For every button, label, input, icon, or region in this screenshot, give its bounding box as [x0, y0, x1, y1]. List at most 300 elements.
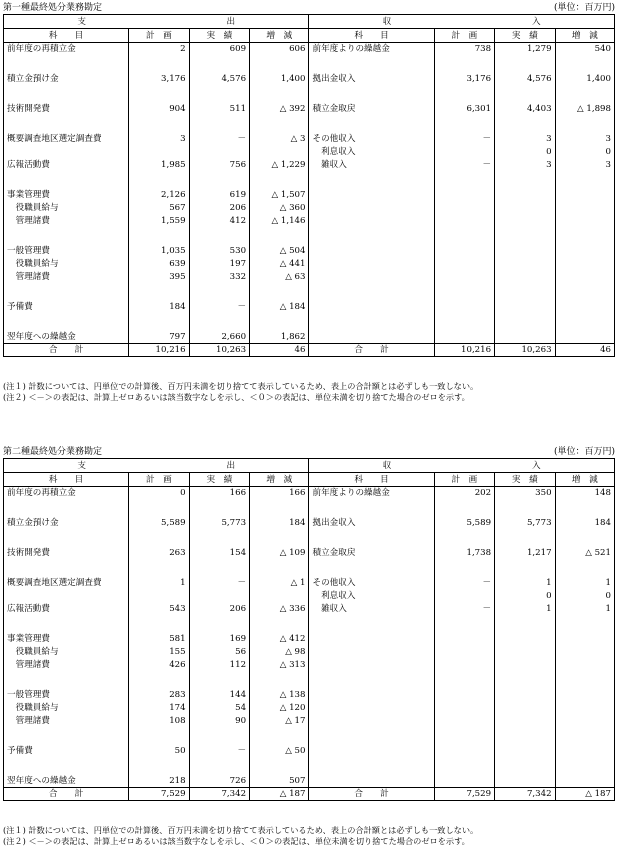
- left-actual-header: 実 績: [189, 473, 249, 487]
- left-diff-cell: △ 392: [250, 103, 309, 116]
- left-plan-cell: [129, 590, 189, 603]
- left-actual-cell: －: [189, 133, 249, 146]
- right-subject-cell: 拠出金収入: [309, 73, 434, 86]
- left-subject-cell: 予備費: [4, 301, 129, 314]
- expenditure-header-char: 出: [226, 460, 236, 471]
- right-plan-header: 計 画: [434, 473, 494, 487]
- table-row: [4, 86, 615, 103]
- left-diff-cell: △ 50: [250, 745, 309, 758]
- left-subject-cell: 翌年度への繰越金: [4, 775, 129, 788]
- left-plan-cell: [129, 560, 189, 577]
- left-actual-cell: 54: [189, 702, 249, 715]
- right-plan-cell: [434, 314, 494, 331]
- right-actual-cell: [495, 633, 555, 646]
- right-diff-cell: [555, 560, 614, 577]
- left-subject-cell: [4, 172, 129, 189]
- left-plan-cell: 797: [129, 331, 189, 344]
- right-actual-cell: [495, 616, 555, 633]
- section-title: 第一種最終処分業務勘定: [3, 3, 103, 13]
- right-actual-cell: [495, 86, 555, 103]
- left-subject-cell: 管理諸費: [4, 659, 129, 672]
- left-actual-cell: 2,660: [189, 331, 249, 344]
- right-subject-cell: [309, 116, 434, 133]
- table-row: [4, 547, 615, 560]
- right-actual-cell: [495, 646, 555, 659]
- left-subject-cell: [4, 530, 129, 547]
- table-row: [4, 202, 615, 215]
- unit-label: (単位：百万円): [553, 447, 615, 457]
- left-actual-cell: 511: [189, 103, 249, 116]
- right-plan-cell: [434, 702, 494, 715]
- right-diff-cell: 3: [555, 159, 614, 172]
- left-plan-cell: 5,589: [129, 517, 189, 530]
- right-plan-cell: [434, 202, 494, 215]
- left-subject-cell: [4, 616, 129, 633]
- left-plan-cell: 108: [129, 715, 189, 728]
- right-subject-cell: [309, 202, 434, 215]
- expenditure-header-char: 出: [226, 16, 236, 27]
- right-plan-cell: 738: [434, 43, 494, 56]
- left-actual-cell: [189, 758, 249, 775]
- table-row: [4, 646, 615, 659]
- left-plan-cell: [129, 284, 189, 301]
- header-row-group: [4, 459, 615, 473]
- left-diff-cell: [250, 228, 309, 245]
- left-actual-cell: －: [189, 577, 249, 590]
- left-plan-cell: 263: [129, 547, 189, 560]
- right-plan-cell: [434, 258, 494, 271]
- left-subject-cell: [4, 284, 129, 301]
- right-plan-cell: [434, 228, 494, 245]
- left-total-diff: △ 187: [250, 788, 309, 801]
- left-subject-cell: [4, 146, 129, 159]
- right-actual-cell: 4,403: [495, 103, 555, 116]
- right-actual-cell: [495, 284, 555, 301]
- left-plan-cell: 155: [129, 646, 189, 659]
- table-row: [4, 301, 615, 314]
- header-row-group: [4, 15, 615, 29]
- left-diff-cell: 1,400: [250, 73, 309, 86]
- table-row: [4, 517, 615, 530]
- table-row: [4, 659, 615, 672]
- left-diff-cell: [250, 590, 309, 603]
- right-actual-cell: [495, 271, 555, 284]
- left-actual-cell: 154: [189, 547, 249, 560]
- right-plan-cell: [434, 689, 494, 702]
- left-plan-cell: 567: [129, 202, 189, 215]
- right-plan-cell: [434, 331, 494, 344]
- right-actual-cell: [495, 659, 555, 672]
- table-row: [4, 103, 615, 116]
- left-plan-cell: [129, 116, 189, 133]
- right-actual-header: 実 績: [495, 473, 555, 487]
- table-row: [4, 73, 615, 86]
- table-row: [4, 745, 615, 758]
- left-diff-cell: [250, 284, 309, 301]
- left-actual-cell: [189, 116, 249, 133]
- income-header-label: [312, 460, 611, 472]
- left-plan-cell: [129, 728, 189, 745]
- unit-label: (単位：百万円): [553, 3, 615, 13]
- left-plan-cell: 639: [129, 258, 189, 271]
- right-actual-cell: [495, 530, 555, 547]
- right-plan-cell: [434, 646, 494, 659]
- right-plan-cell: [434, 560, 494, 577]
- right-diff-cell: [555, 314, 614, 331]
- right-actual-cell: [495, 728, 555, 745]
- income-header-char: 入: [532, 16, 541, 27]
- right-subject-cell: [309, 228, 434, 245]
- left-plan-cell: 184: [129, 301, 189, 314]
- right-total-actual: 7,342: [495, 788, 555, 801]
- right-diff-cell: 1,400: [555, 73, 614, 86]
- left-plan-cell: [129, 672, 189, 689]
- right-plan-cell: [434, 616, 494, 633]
- left-diff-header: 増 減: [250, 473, 309, 487]
- right-diff-cell: 1: [555, 603, 614, 616]
- left-subject-cell: 役職員給与: [4, 702, 129, 715]
- right-plan-cell: [434, 116, 494, 133]
- table-row: [4, 672, 615, 689]
- table-row: [4, 284, 615, 301]
- right-actual-cell: 1,279: [495, 43, 555, 56]
- left-subject-cell: [4, 728, 129, 745]
- table-row: [4, 146, 615, 159]
- right-subject-cell: [309, 284, 434, 301]
- left-diff-cell: △ 17: [250, 715, 309, 728]
- table-row: [4, 43, 615, 56]
- table-row: [4, 590, 615, 603]
- right-subject-cell: 利息収入: [309, 146, 434, 159]
- right-subject-cell: 雑収入: [309, 159, 434, 172]
- right-actual-cell: [495, 560, 555, 577]
- left-subject-cell: 概要調査地区選定調査費: [4, 577, 129, 590]
- table-row: [4, 487, 615, 500]
- right-diff-cell: [555, 86, 614, 103]
- left-actual-cell: [189, 314, 249, 331]
- right-plan-cell: －: [434, 133, 494, 146]
- right-subject-cell: 利息収入: [309, 590, 434, 603]
- left-subject-cell: [4, 500, 129, 517]
- expenditure-header: [4, 459, 309, 473]
- right-subject-cell: [309, 189, 434, 202]
- table-row: [4, 500, 615, 517]
- left-subject-cell: 広報活動費: [4, 603, 129, 616]
- left-subject-cell: 広報活動費: [4, 159, 129, 172]
- left-diff-cell: [250, 758, 309, 775]
- left-diff-cell: [250, 560, 309, 577]
- right-plan-cell: [434, 500, 494, 517]
- left-diff-cell: △ 441: [250, 258, 309, 271]
- right-actual-cell: [495, 189, 555, 202]
- right-plan-cell: [434, 715, 494, 728]
- table-row: [4, 689, 615, 702]
- table-row: [4, 189, 615, 202]
- left-actual-cell: －: [189, 745, 249, 758]
- left-diff-cell: [250, 146, 309, 159]
- section-title: 第二種最終処分業務勘定: [3, 447, 103, 457]
- left-diff-cell: △ 63: [250, 271, 309, 284]
- footnote-2: (注２) ＜－＞の表記は、計算上ゼロあるいは該当数字なしを示し、＜０＞の表記は、単位未満を切り捨てた場合のゼロを示す。: [3, 392, 470, 402]
- right-diff-cell: [555, 258, 614, 271]
- left-subject-cell: [4, 228, 129, 245]
- right-plan-cell: [434, 271, 494, 284]
- right-diff-cell: [555, 702, 614, 715]
- left-subject-cell: [4, 86, 129, 103]
- left-diff-cell: 166: [250, 487, 309, 500]
- right-actual-cell: 1: [495, 603, 555, 616]
- table-row: [4, 560, 615, 577]
- left-diff-cell: [250, 116, 309, 133]
- account-table: [3, 458, 615, 801]
- right-actual-header: 実 績: [495, 29, 555, 43]
- right-subject-header: 科 目: [309, 473, 434, 487]
- right-subject-cell: [309, 530, 434, 547]
- right-subject-cell: [309, 271, 434, 284]
- left-actual-cell: [189, 500, 249, 517]
- right-plan-cell: [434, 146, 494, 159]
- right-plan-cell: [434, 672, 494, 689]
- right-plan-cell: [434, 633, 494, 646]
- right-actual-cell: [495, 331, 555, 344]
- right-subject-cell: [309, 245, 434, 258]
- right-diff-cell: [555, 215, 614, 228]
- right-diff-cell: [555, 301, 614, 314]
- income-header-label: [312, 16, 611, 28]
- left-subject-cell: [4, 314, 129, 331]
- right-actual-cell: [495, 702, 555, 715]
- left-plan-cell: [129, 56, 189, 73]
- right-diff-cell: [555, 646, 614, 659]
- right-plan-cell: －: [434, 603, 494, 616]
- right-actual-cell: 4,576: [495, 73, 555, 86]
- left-actual-cell: [189, 228, 249, 245]
- left-subject-cell: 管理諸費: [4, 215, 129, 228]
- right-subject-cell: [309, 314, 434, 331]
- right-actual-cell: 0: [495, 590, 555, 603]
- footnote-1: (注１) 計数については、円単位での計算後、百万円未満を切り捨てて表示しているため、表上の合計額とは必ずしも一致しない。: [3, 825, 479, 835]
- table-row: [4, 56, 615, 73]
- left-diff-cell: 507: [250, 775, 309, 788]
- left-diff-cell: [250, 56, 309, 73]
- table-row: [4, 133, 615, 146]
- left-subject-cell: 技術開発費: [4, 103, 129, 116]
- right-plan-cell: [434, 728, 494, 745]
- left-actual-cell: 609: [189, 43, 249, 56]
- right-diff-cell: [555, 331, 614, 344]
- left-actual-cell: 332: [189, 271, 249, 284]
- left-total-plan: 7,529: [129, 788, 189, 801]
- income-header-char: 収: [382, 16, 392, 27]
- left-plan-cell: [129, 172, 189, 189]
- left-diff-cell: [250, 616, 309, 633]
- left-diff-cell: [250, 172, 309, 189]
- table-row: [4, 775, 615, 788]
- right-diff-cell: [555, 689, 614, 702]
- left-plan-cell: [129, 228, 189, 245]
- left-plan-cell: 283: [129, 689, 189, 702]
- left-subject-cell: 前年度の再積立金: [4, 43, 129, 56]
- right-plan-cell: [434, 215, 494, 228]
- left-plan-cell: 904: [129, 103, 189, 116]
- table-row: [4, 702, 615, 715]
- right-actual-cell: [495, 758, 555, 775]
- left-actual-cell: [189, 284, 249, 301]
- left-plan-cell: 581: [129, 633, 189, 646]
- right-actual-cell: [495, 301, 555, 314]
- right-actual-cell: [495, 672, 555, 689]
- left-diff-cell: △ 109: [250, 547, 309, 560]
- right-diff-cell: [555, 659, 614, 672]
- right-actual-cell: 350: [495, 487, 555, 500]
- footnotes: [3, 825, 478, 847]
- right-subject-cell: 拠出金収入: [309, 517, 434, 530]
- right-plan-cell: [434, 775, 494, 788]
- right-actual-cell: [495, 314, 555, 331]
- left-actual-cell: [189, 86, 249, 103]
- right-plan-cell: 5,589: [434, 517, 494, 530]
- left-subject-cell: 技術開発費: [4, 547, 129, 560]
- left-subject-cell: 翌年度への繰越金: [4, 331, 129, 344]
- right-plan-cell: [434, 284, 494, 301]
- footnote-1: (注１) 計数については、円単位での計算後、百万円未満を切り捨てて表示しているため、表上の合計額とは必ずしも一致しない。: [3, 381, 479, 391]
- right-diff-cell: [555, 758, 614, 775]
- right-plan-cell: [434, 530, 494, 547]
- right-diff-cell: △ 1,898: [555, 103, 614, 116]
- right-diff-cell: [555, 672, 614, 689]
- left-plan-cell: [129, 314, 189, 331]
- left-plan-cell: [129, 146, 189, 159]
- table-row: [4, 728, 615, 745]
- left-subject-cell: 管理諸費: [4, 271, 129, 284]
- left-plan-cell: 50: [129, 745, 189, 758]
- right-subject-cell: [309, 775, 434, 788]
- right-diff-cell: [555, 172, 614, 189]
- right-plan-cell: －: [434, 577, 494, 590]
- left-diff-cell: [250, 86, 309, 103]
- expenditure-header-char: 支: [77, 16, 86, 27]
- left-actual-cell: [189, 672, 249, 689]
- right-subject-cell: その他収入: [309, 133, 434, 146]
- left-subject-cell: 積立金預け金: [4, 73, 129, 86]
- left-actual-cell: [189, 56, 249, 73]
- right-actual-cell: 3: [495, 159, 555, 172]
- left-diff-cell: △ 313: [250, 659, 309, 672]
- right-actual-cell: [495, 215, 555, 228]
- right-diff-cell: [555, 202, 614, 215]
- left-actual-cell: 166: [189, 487, 249, 500]
- right-diff-cell: [555, 775, 614, 788]
- left-actual-cell: 112: [189, 659, 249, 672]
- right-subject-cell: [309, 745, 434, 758]
- left-diff-cell: [250, 672, 309, 689]
- left-actual-header: 実 績: [189, 29, 249, 43]
- footnote-2: (注２) ＜－＞の表記は、計算上ゼロあるいは該当数字なしを示し、＜０＞の表記は、単位未満を切り捨てた場合のゼロを示す。: [3, 836, 470, 846]
- right-subject-cell: [309, 301, 434, 314]
- right-actual-cell: [495, 172, 555, 189]
- right-total-label: 合 計: [309, 344, 434, 357]
- right-plan-cell: 6,301: [434, 103, 494, 116]
- right-diff-cell: [555, 500, 614, 517]
- right-subject-cell: [309, 702, 434, 715]
- right-actual-cell: 5,773: [495, 517, 555, 530]
- right-plan-header: 計 画: [434, 29, 494, 43]
- right-actual-cell: [495, 775, 555, 788]
- right-subject-cell: [309, 172, 434, 189]
- right-plan-cell: [434, 745, 494, 758]
- right-subject-cell: [309, 715, 434, 728]
- left-plan-cell: 426: [129, 659, 189, 672]
- right-diff-cell: △ 521: [555, 547, 614, 560]
- left-diff-cell: [250, 500, 309, 517]
- header-row-columns: [4, 473, 615, 487]
- table-row: [4, 577, 615, 590]
- right-diff-cell: [555, 530, 614, 547]
- left-plan-cell: 3,176: [129, 73, 189, 86]
- left-subject-cell: [4, 560, 129, 577]
- right-subject-cell: [309, 728, 434, 745]
- right-subject-cell: [309, 758, 434, 775]
- left-total-diff: 46: [250, 344, 309, 357]
- left-actual-cell: [189, 728, 249, 745]
- right-subject-cell: [309, 689, 434, 702]
- left-subject-cell: 予備費: [4, 745, 129, 758]
- right-subject-cell: [309, 258, 434, 271]
- left-plan-cell: 174: [129, 702, 189, 715]
- table-row: [4, 172, 615, 189]
- right-actual-cell: 1: [495, 577, 555, 590]
- right-diff-cell: [555, 715, 614, 728]
- left-actual-cell: [189, 530, 249, 547]
- table-row: [4, 616, 615, 633]
- right-diff-cell: [555, 228, 614, 245]
- left-plan-cell: 2: [129, 43, 189, 56]
- right-subject-cell: [309, 215, 434, 228]
- right-diff-cell: 540: [555, 43, 614, 56]
- right-subject-cell: 雑収入: [309, 603, 434, 616]
- left-actual-cell: 5,773: [189, 517, 249, 530]
- income-header: [309, 15, 615, 29]
- header-row-columns: [4, 29, 615, 43]
- right-plan-cell: [434, 659, 494, 672]
- right-actual-cell: [495, 715, 555, 728]
- left-subject-cell: [4, 758, 129, 775]
- left-subject-cell: 前年度の再積立金: [4, 487, 129, 500]
- left-actual-cell: 530: [189, 245, 249, 258]
- right-plan-cell: [434, 758, 494, 775]
- right-subject-cell: [309, 331, 434, 344]
- left-actual-cell: 169: [189, 633, 249, 646]
- income-header: [309, 459, 615, 473]
- left-diff-cell: △ 184: [250, 301, 309, 314]
- left-plan-cell: [129, 616, 189, 633]
- right-diff-cell: 3: [555, 133, 614, 146]
- right-plan-cell: 202: [434, 487, 494, 500]
- left-actual-cell: 726: [189, 775, 249, 788]
- left-total-label: 合 計: [4, 344, 129, 357]
- left-subject-cell: [4, 116, 129, 133]
- right-diff-header: 増 減: [555, 473, 614, 487]
- left-total-plan: 10,216: [129, 344, 189, 357]
- account-table: [3, 14, 615, 357]
- left-diff-cell: △ 1,507: [250, 189, 309, 202]
- table-row: [4, 215, 615, 228]
- right-subject-cell: [309, 616, 434, 633]
- right-actual-cell: [495, 116, 555, 133]
- left-plan-cell: [129, 500, 189, 517]
- right-plan-cell: [434, 189, 494, 202]
- left-total-label: 合 計: [4, 788, 129, 801]
